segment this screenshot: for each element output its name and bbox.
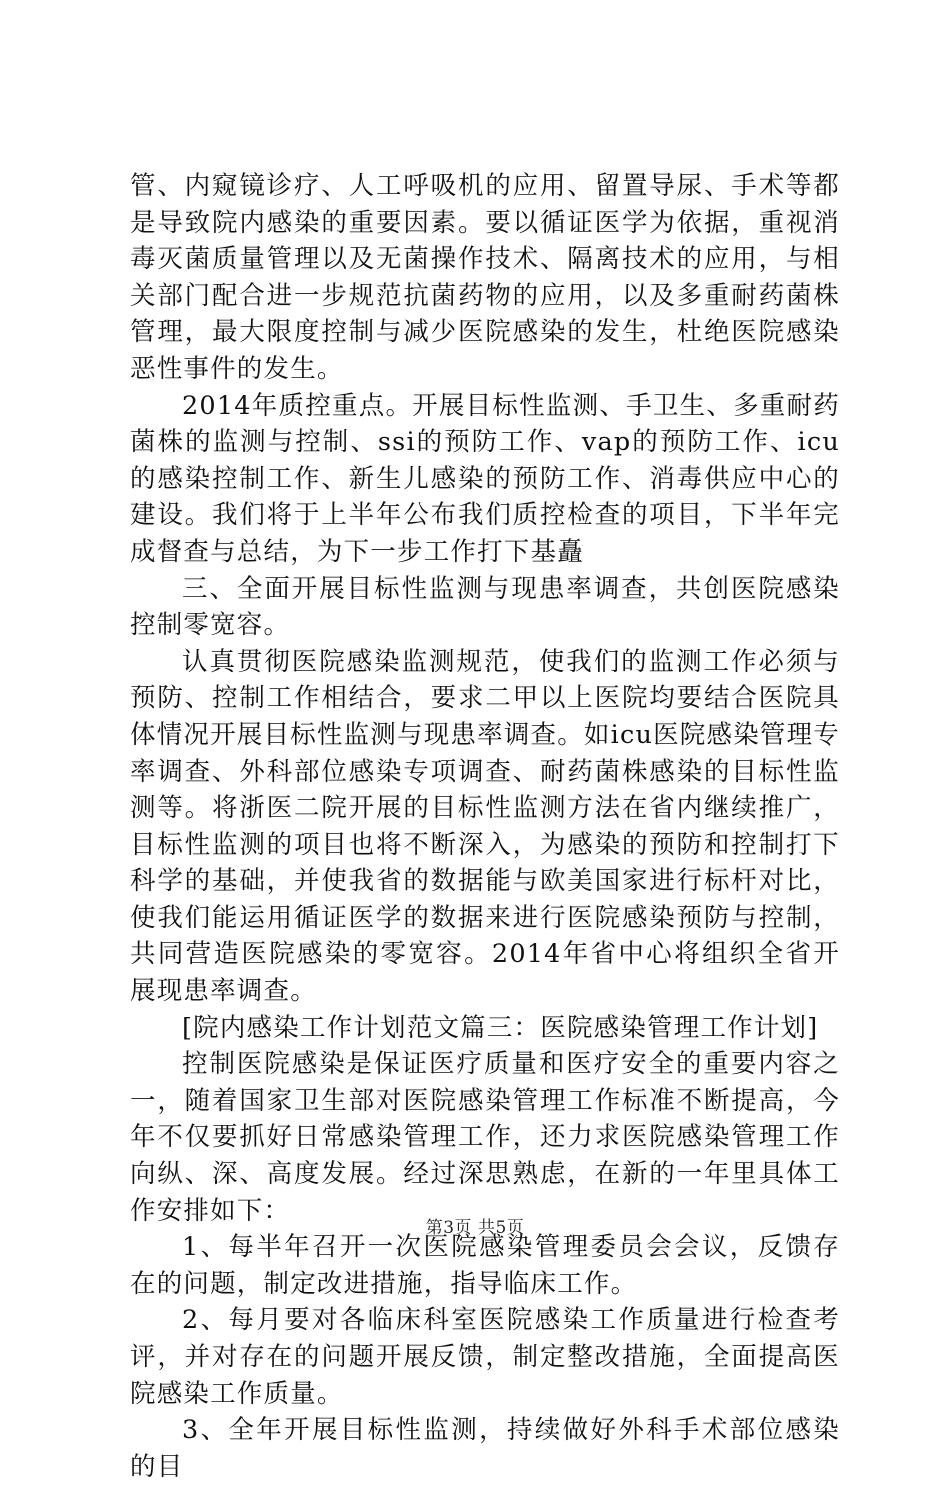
- page-number-footer: 第3页 共5页: [425, 1218, 525, 1238]
- paragraph-quality-control-focus: 2014年质控重点。开展目标性监测、手卫生、多重耐药菌株的监测与控制、ssi的预防工作、vap的预防工作、icu的感染控制工作、新生儿感染的预防工作、消毒供应中心的建设。我们将于上半年公布我们质控检查的项目，下半年完成督查与总结，为下一步工作打下基矗: [130, 390, 840, 567]
- article-title-part-three: [院内感染工作计划范文篇三：医院感染管理工作计划]: [182, 1012, 819, 1043]
- section-heading-three: 三、全面开展目标性监测与现患率调查，共创医院感染控制零宽容。: [130, 573, 840, 641]
- list-item-2: 2、每月要对各临床科室医院感染工作质量进行检查考评，并对存在的问题开展反馈，制定整改措施，全面提高医院感染工作质量。: [130, 1305, 840, 1409]
- document-body: [130, 168, 840, 1485]
- list-item-1: 1、每半年召开一次医院感染管理委员会会议，反馈存在的问题，制定改进措施，指导临床工作。: [130, 1232, 840, 1299]
- paragraph-introduction: 控制医院感染是保证医疗质量和医疗安全的重要内容之一，随着国家卫生部对医院感染管理工作标准不断提高，今年不仅要抓好日常感染管理工作，还力求医院感染管理工作向纵、深、高度发展。经过深思熟虑，在新的一年里具体工作安排如下：: [130, 1049, 840, 1226]
- list-item-3: 3、全年开展目标性监测，持续做好外科手术部位感染的目: [130, 1415, 840, 1482]
- paragraph-monitoring-standards: 认真贯彻医院感染监测规范，使我们的监测工作必须与预防、控制工作相结合，要求二甲以上医院均要结合医院具体情况开展目标性监测与现患率调查。如icu医院感染管理专率调查、外科部位感染专项调查、耐药菌株感染的目标性监测等。将浙医二院开展的目标性监测方法在省内继续推广，目标性监测的项目也将不断深入，为感染的预防和控制打下科学的基础，并使我省的数据能与欧美国家进行标杆对比，使我们能运用循证医学的数据来进行医院感染预防与控制，共同营造医院感染的零宽容。2014年省中心将组织全省开展现患率调查。: [130, 646, 840, 1007]
- paragraph-continuation: 管、内窥镜诊疗、人工呼吸机的应用、留置导尿、手术等都是导致院内感染的重要因素。要以循证医学为依据，重视消毒灭菌质量管理以及无菌操作技术、隔离技术的应用，与相关部门配合进一步规范抗菌药物的应用，以及多重耐药菌株管理，最大限度控制与减少医院感染的发生，杜绝医院感染恶性事件的发生。: [130, 171, 840, 384]
